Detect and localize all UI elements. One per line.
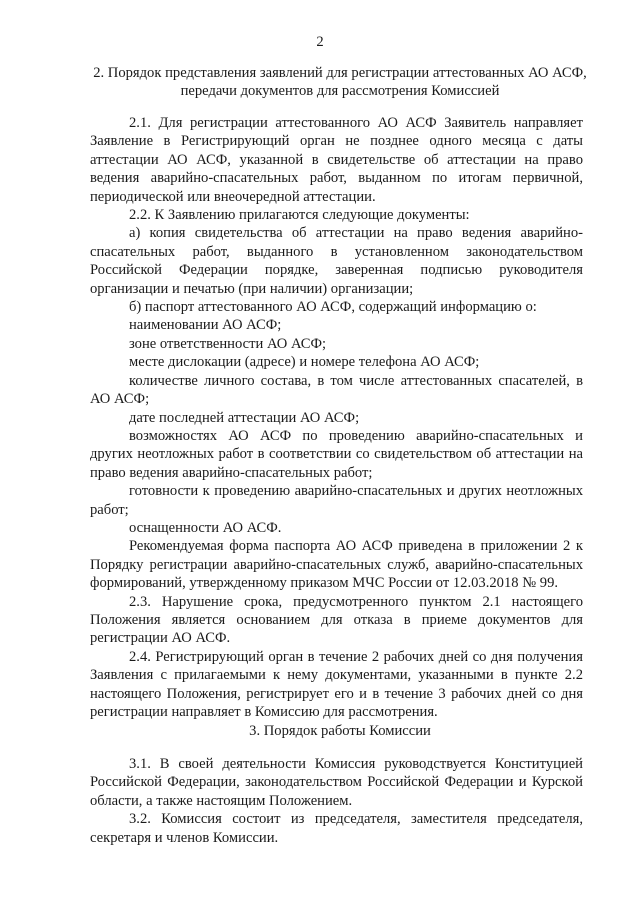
section-2-body <box>90 114 583 721</box>
list-item-readiness: готовности к проведению аварийно-спасательных и других неотложных работ; <box>90 483 583 518</box>
paragraph-2-4: 2.4. Регистрирующий орган в течение 2 рабочих дней со дня получения Заявления с прилагаемыми к нему документами, указанными в пункте 2.2 настоящего Положения, регистрирует его и в течение 3 рабочих дней со дня регистрации направляет в Комиссию для рассмотрения. <box>90 648 583 720</box>
list-item-staff: количестве личного состава, в том числе аттестованных спасателей, в АО АСФ; <box>90 372 583 408</box>
section-3-body <box>90 755 583 847</box>
list-item-last-attestation: дате последней аттестации АО АСФ; <box>129 409 360 426</box>
paragraph-2-1: 2.1. Для регистрации аттестованного АО АСФ Заявитель направляет Заявление в Регистрирующий орган не позднее одного месяца с даты аттестации АО АСФ, указанной в свидетельстве об аттестации на право ведения аварийно-спасательных работ, выданном по итогам первичной, периодической или внеочередной аттестации. <box>90 115 583 205</box>
paragraph-3-2: 3.2. Комиссия состоит из председателя, заместителя председателя, секретаря и членов Комиссии. <box>90 811 583 846</box>
paragraph-3-1: 3.1. В своей деятельности Комиссия руководствуется Конституцией Российской Федерации, законодательством Российской Федерации и Курской области, а также настоящим Положением. <box>90 756 583 809</box>
paragraph-2-2: 2.2. К Заявлению прилагаются следующие документы: <box>129 207 470 224</box>
list-item-location: месте дислокации (адресе) и номере телефона АО АСФ; <box>129 354 480 371</box>
section-3-heading: 3. Порядок работы Комиссии <box>249 723 431 739</box>
page-number: 2 <box>316 34 324 50</box>
paragraph-passport-form: Рекомендуемая форма паспорта АО АСФ приведена в приложении 2 к Порядку регистрации аварийно-спасательных служб, аварийно-спасательных формирований, утвержденному приказом МЧС России от 12.03.2018 № 99. <box>90 538 583 592</box>
section-2-heading: 2. Порядок представления заявлений для регистрации аттестованных АО АСФ, передачи документов для рассмотрения Комиссией <box>93 65 587 100</box>
list-item-equipment: оснащенности АО АСФ. <box>129 519 282 536</box>
paragraph-2-2-b: б) паспорт аттестованного АО АСФ, содержащий информацию о: <box>129 299 537 316</box>
list-item-name: наименовании АО АСФ; <box>129 317 282 334</box>
list-item-zone: зоне ответственности АО АСФ; <box>129 335 327 352</box>
list-item-capabilities: возможностях АО АСФ по проведению аварийно-спасательных и других неотложных работ в соответствии со свидетельством об аттестации на право ведения аварийно-спасательных работ; <box>90 427 583 481</box>
paragraph-2-3: 2.3. Нарушение срока, предусмотренного пунктом 2.1 настоящего Положения является основанием для отказа в приеме документов для регистрации АО АСФ. <box>90 593 583 647</box>
paragraph-2-2-a: а) копия свидетельства об аттестации на право ведения аварийно-спасательных работ, выданного в установленном законодательством Российской Федерации порядке, заверенная подписью руководителя организации и печатью (при наличии) организации; <box>90 225 583 297</box>
